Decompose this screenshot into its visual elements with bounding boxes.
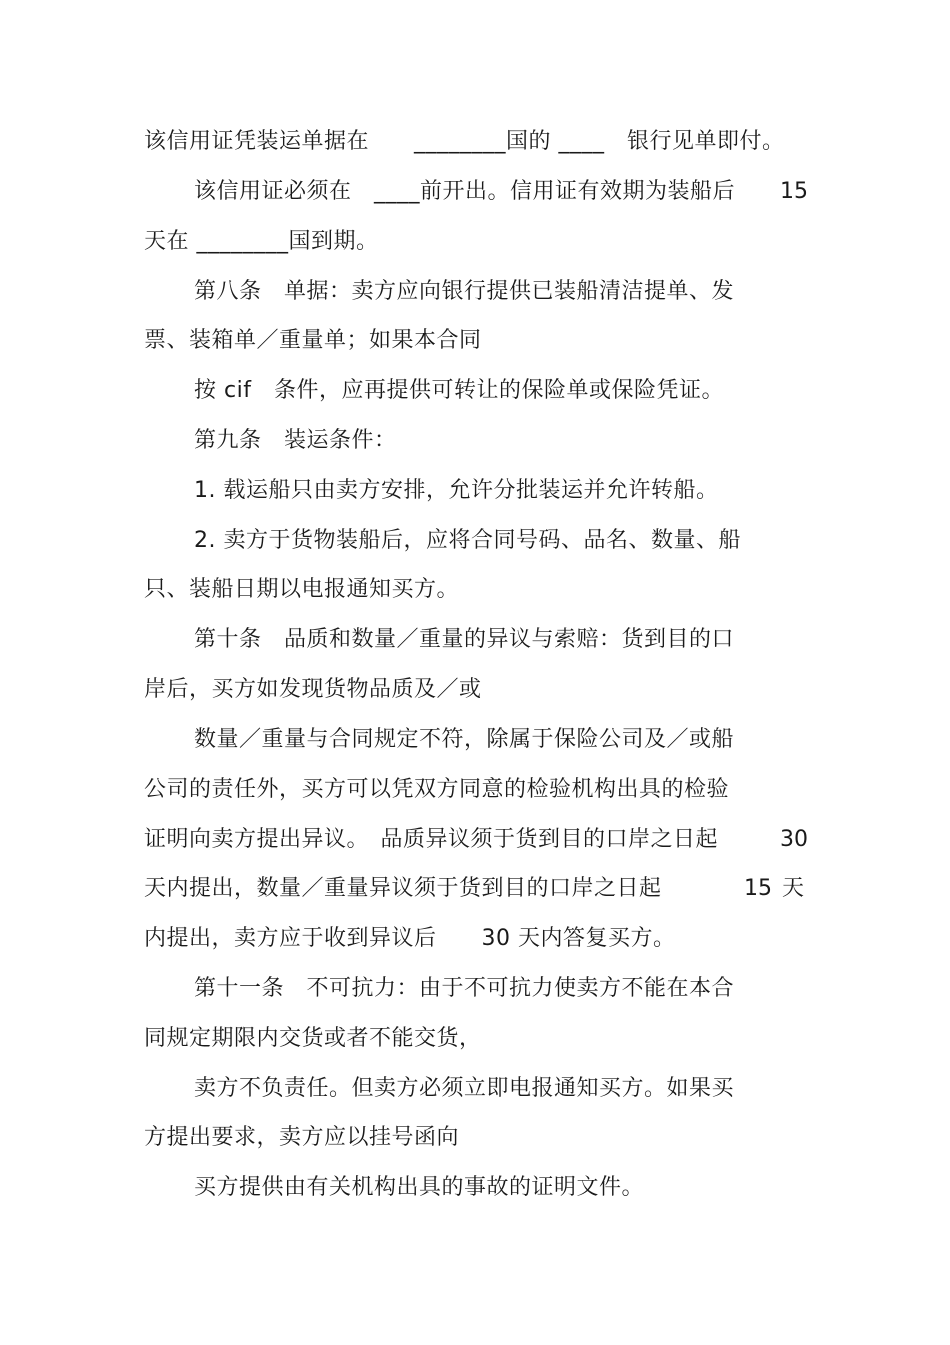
text-line-13: 数量／重量与合同规定不符，除属于保险公司及／或船 bbox=[194, 727, 735, 752]
text-line-7: 第九条 装运条件： bbox=[194, 428, 397, 453]
text-line-2-number: 15 bbox=[780, 179, 808, 204]
text-line-17: 内提出，卖方应于收到异议后 30 天内答复买方。 bbox=[144, 926, 676, 951]
text-line-1: 该信用证凭装运单据在 ________国的 ____ 银行见单即付。 bbox=[144, 129, 785, 154]
text-line-16: 天内提出，数量／重量异议须于货到目的口岸之日起 bbox=[144, 876, 662, 901]
text-line-14: 公司的责任外，买方可以凭双方同意的检验机构出具的检验 bbox=[144, 777, 730, 802]
text-line-12: 岸后，买方如发现货物品质及／或 bbox=[144, 677, 482, 702]
text-line-16-tail: 天 bbox=[782, 876, 805, 901]
text-line-19: 同规定期限内交货或者不能交货， bbox=[144, 1026, 482, 1051]
text-line-5: 票、装箱单／重量单；如果本合同 bbox=[144, 328, 482, 353]
text-line-16-number: 15 bbox=[744, 876, 772, 901]
text-line-20: 卖方不负责任。但卖方必须立即电报通知买方。如果买 bbox=[194, 1076, 735, 1101]
text-line-22: 买方提供由有关机构出具的事故的证明文件。 bbox=[194, 1175, 645, 1200]
text-line-15: 证明向卖方提出异议。 品质异议须于货到目的口岸之日起 bbox=[144, 827, 719, 852]
text-line-18: 第十一条 不可抗力：由于不可抗力使卖方不能在本合 bbox=[194, 976, 735, 1001]
text-line-10: 只、装船日期以电报通知买方。 bbox=[144, 577, 460, 602]
text-line-6: 按 cif 条件，应再提供可转让的保险单或保险凭证。 bbox=[194, 378, 724, 403]
text-line-8: 1. 载运船只由卖方安排，允许分批装运并允许转船。 bbox=[194, 478, 719, 503]
text-line-4: 第八条 单据：卖方应向银行提供已装船清洁提单、发 bbox=[194, 279, 735, 304]
text-line-21: 方提出要求，卖方应以挂号函向 bbox=[144, 1125, 460, 1150]
text-line-3: 天在 ________国到期。 bbox=[144, 229, 379, 254]
text-line-15-number: 30 bbox=[780, 827, 808, 852]
text-line-11: 第十条 品质和数量／重量的异议与索赔：货到目的口 bbox=[194, 627, 735, 652]
text-line-9: 2. 卖方于货物装船后，应将合同号码、品名、数量、船 bbox=[194, 528, 741, 553]
text-line-2: 该信用证必须在 ____前开出。信用证有效期为装船后 bbox=[194, 179, 736, 204]
